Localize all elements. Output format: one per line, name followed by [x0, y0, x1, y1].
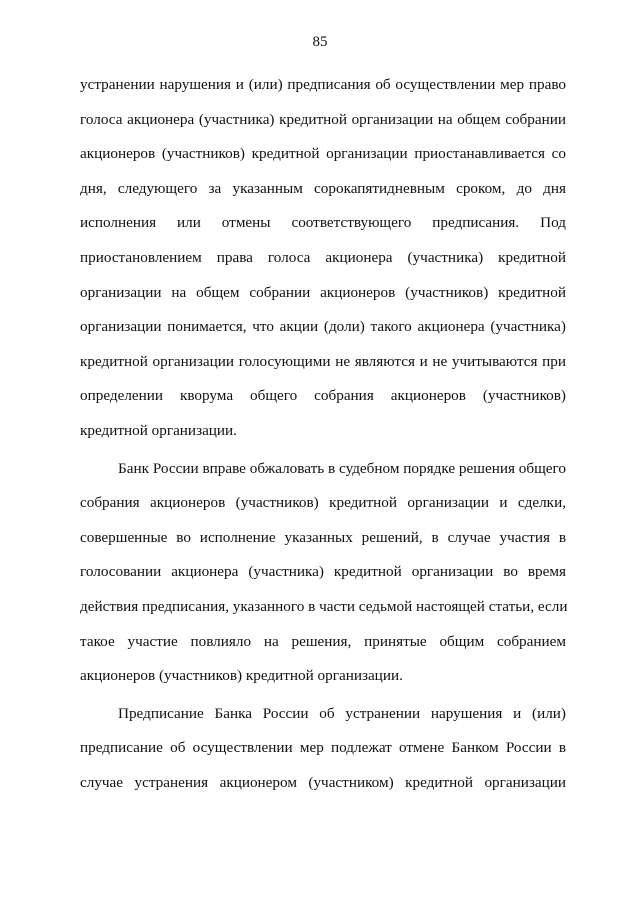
paragraph-2: [80, 452, 566, 694]
text-line: акционеров (участников) кредитной организации приостанавливается со: [80, 145, 566, 163]
text-line: совершенные во исполнение указанных решений, в случае участия в: [80, 528, 566, 546]
text-line: случае устранения акционером (участником) кредитной организации: [80, 773, 566, 791]
text-line: Предписание Банка России об устранении нарушения и (или): [118, 704, 566, 722]
text-line: голоса акционера (участника) кредитной организации на общем собрании: [80, 110, 566, 128]
text-line: акционеров (участников) кредитной организации.: [80, 667, 403, 685]
text-line: собрания акционеров (участников) кредитной организации и сделки,: [80, 494, 566, 512]
paragraph-1: [80, 68, 566, 449]
text-line: кредитной организации голосующими не являются и не учитываются при: [80, 352, 566, 370]
paragraph-3: [80, 697, 566, 801]
text-line: организации понимается, что акции (доли) такого акционера (участника): [80, 318, 566, 336]
text-line: исполнения или отмены соответствующего предписания. Под: [80, 214, 566, 232]
text-line: кредитной организации.: [80, 421, 237, 439]
text-line: Банк России вправе обжаловать в судебном порядке решения общего: [118, 459, 566, 477]
page-number: 85: [312, 34, 328, 50]
text-line: устранении нарушения и (или) предписания об осуществлении мер право: [80, 76, 566, 93]
text-line: такое участие повлияло на решения, принятые общим собранием: [80, 632, 566, 650]
document-body: [80, 68, 566, 800]
text-line: приостановлением права голоса акционера (участника) кредитной: [80, 248, 566, 266]
text-line: предписание об осуществлении мер подлежат отмене Банком России в: [80, 739, 566, 757]
text-line: дня, следующего за указанным сорокапятидневным сроком, до дня: [80, 179, 566, 197]
text-line: голосовании акционера (участника) кредитной организации во время: [80, 563, 566, 581]
text-line: определении кворума общего собрания акционеров (участников): [80, 387, 566, 405]
text-line: действия предписания, указанного в части седьмой настоящей статьи, если: [80, 597, 568, 615]
text-line: организации на общем собрании акционеров (участников) кредитной: [80, 283, 566, 301]
